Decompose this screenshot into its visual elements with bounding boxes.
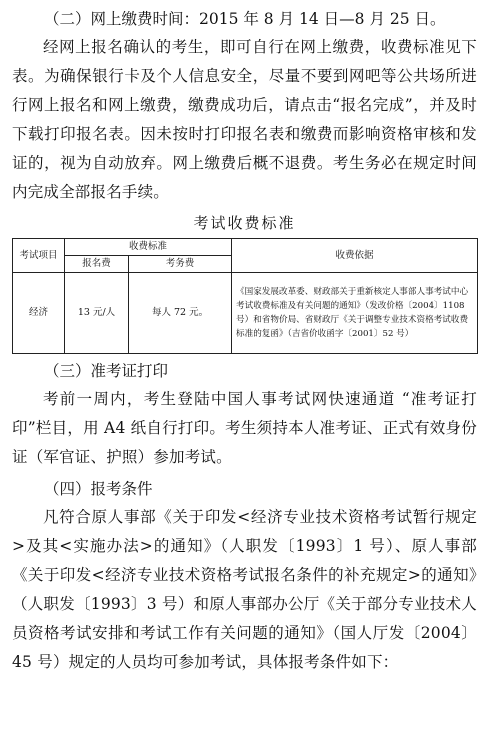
header-fee-standard: 收费标准	[65, 239, 232, 256]
header-subject: 考试项目	[13, 239, 65, 273]
header-basis: 收费依据	[232, 239, 478, 273]
section-3-paragraph: 考前一周内，考生登陆中国人事考试网快速通道 “准考证打印”栏目，用 A4 纸自行打印。考生须持本人准考证、正式有效身份证（军官证、护照）参加考试。	[12, 390, 477, 466]
section-3-heading: （三）准考证打印	[44, 362, 169, 380]
section-2-heading: （二）网上缴费时间：2015 年 8 月 14 日—8 月 25 日。	[44, 10, 446, 28]
section-2-paragraph: 经网上报名确认的考生，即可自行在网上缴费，收费标准见下表。为确保银行卡及个人信息安全，尽量不要到网吧等公共场所进行网上报名和网上缴费，缴费成功后，请点击“报名完成”，并及时下载打印报名表。因未按时打印报名表和缴费而影响资格审核和发证的，视为自动放弃。网上缴费后概不退费。考生务必在规定时间内完成全部报名手续。	[12, 38, 477, 201]
section-4-paragraph: 凡符合原人事部《关于印发<经济专业技术资格考试暂行规定>及其<实施办法>的通知》（人职发〔1993〕1 号）、原人事部《关于印发<经济专业技术资格考试报名条件的补充规定>的通知》（人职发〔1993〕3 号）和原人事部办公厅《关于部分专业技术人员资格考试安排和考试工作有关问题的通知》（国人厅发〔2004〕45 号）规定的人员均可参加考试，具体报考条件如下：	[12, 508, 477, 671]
fee-table	[12, 238, 478, 354]
cell-basis: 《国家发展改革委、财政部关于重新核定人事部人事考试中心考试收费标准及有关问题的通知》（发改价格〔2004〕1108号）和省物价局、省财政厅《关于调整专业技术资格考试收费标准的复函》（吉省价收函字〔2001〕52 号）	[232, 273, 478, 354]
header-registration-fee: 报名费	[65, 256, 129, 273]
cell-subject: 经济	[13, 273, 65, 354]
table-row	[13, 273, 478, 354]
section-4-heading: （四）报考条件	[44, 480, 153, 498]
fee-table-header-row	[13, 239, 478, 256]
fee-table-title: 考试收费标准	[193, 214, 296, 232]
header-exam-fee: 考务费	[129, 256, 232, 273]
cell-exam-fee: 每人 72 元。	[129, 273, 232, 354]
cell-registration-fee: 13 元/人	[65, 273, 129, 354]
